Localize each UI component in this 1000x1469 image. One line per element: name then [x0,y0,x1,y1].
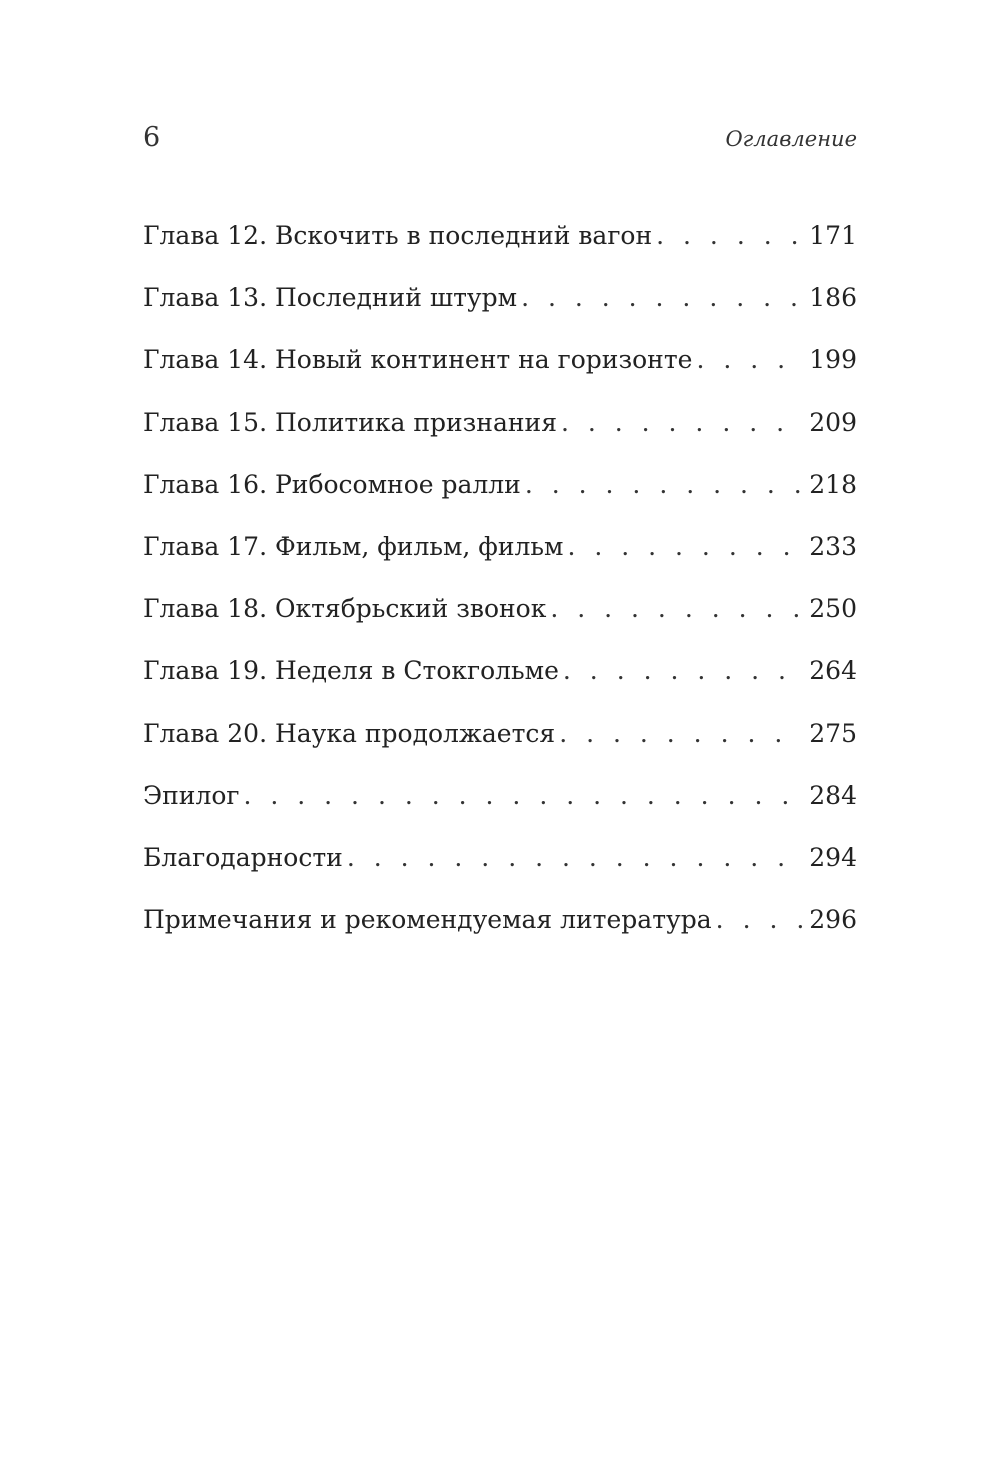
toc-leader-dots [696,338,803,382]
toc-entry-page: 264 [809,656,857,686]
toc-leader-dots [559,712,803,756]
toc-entry-chapter-17[interactable] [143,525,857,587]
toc-entry-title: Глава 14. Новый континент на горизонте [143,345,693,375]
page-number: 6 [143,122,161,153]
toc-entry-page: 284 [809,780,857,810]
toc-leader-dots [521,276,803,320]
toc-entry-page: 233 [809,531,857,561]
toc-leader-dots [567,525,803,569]
toc-entry-chapter-16[interactable] [143,463,857,525]
toc-entry-title: Глава 17. Фильм, фильм, фильм [143,531,564,561]
toc-entry-acknowledgements[interactable] [143,836,857,898]
toc-leader-dots [563,649,803,693]
toc-leader-dots [243,774,803,818]
toc-entry-page: 294 [809,842,857,872]
table-of-contents [143,214,857,960]
toc-entry-page: 250 [809,594,857,624]
toc-entry-notes[interactable] [143,898,857,960]
toc-entry-chapter-13[interactable] [143,276,857,338]
toc-entry-title: Глава 16. Рибосомное ралли [143,469,521,499]
toc-leader-dots [561,401,803,445]
toc-entry-title: Глава 15. Политика признания [143,407,557,437]
toc-leader-dots [656,214,803,258]
toc-entry-chapter-12[interactable] [143,214,857,276]
toc-entry-title: Глава 13. Последний штурм [143,283,518,313]
running-head: Оглавление [725,127,857,151]
toc-entry-page: 209 [809,407,857,437]
toc-entry-chapter-14[interactable] [143,338,857,400]
toc-entry-title: Примечания и рекомендуемая литература [143,905,712,935]
toc-entry-title: Глава 19. Неделя в Стокгольме [143,656,559,686]
toc-leader-dots [550,587,803,631]
toc-entry-chapter-20[interactable] [143,712,857,774]
toc-entry-chapter-18[interactable] [143,587,857,649]
toc-leader-dots [716,898,804,942]
toc-entry-epilogue[interactable] [143,774,857,836]
toc-entry-page: 275 [809,718,857,748]
toc-entry-page: 171 [809,221,857,250]
toc-entry-chapter-19[interactable] [143,649,857,711]
toc-entry-page: 218 [809,469,857,499]
toc-entry-title: Глава 20. Наука продолжается [143,718,556,748]
toc-entry-title: Глава 12. Вскочить в последний вагон [143,221,653,250]
toc-entry-title: Глава 18. Октябрьский звонок [143,594,547,624]
toc-leader-dots [525,463,803,507]
toc-leader-dots [347,836,803,880]
toc-entry-title: Эпилог [143,780,240,810]
toc-entry-page: 296 [809,905,857,935]
toc-entry-chapter-15[interactable] [143,401,857,463]
toc-entry-title: Благодарности [143,842,343,872]
toc-entry-page: 199 [809,345,857,375]
toc-entry-page: 186 [809,283,857,313]
